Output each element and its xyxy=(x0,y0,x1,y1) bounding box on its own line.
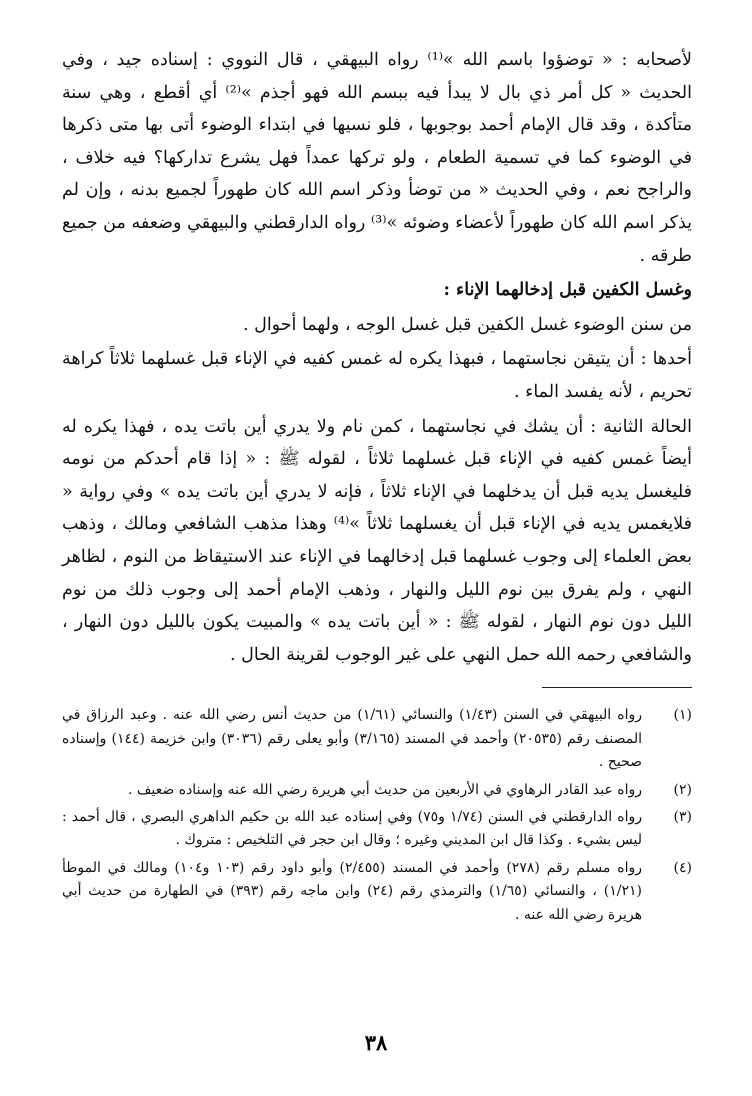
footnote-text: رواه مسلم رقم (٢٧٨) وأحمد في المسند (٢/٤٥٥) وأبو داود رقم (١٠٣ و١٠٤) ومالك في الموطأ (١/٢١) ، والنسائي (١/٦٥) والترمذي رقم (٢٤) وابن ماجه رقم (٣٩٣) في الطهارة من حديث أبي هريرة رضي الله عنه . xyxy=(62,859,643,923)
footnote-number: (٤) xyxy=(673,859,692,876)
footnote-text: رواه الدارقطني في السنن (١/٧٤ و٧٥) وفي إسناده عبد الله بن حكيم الداهري البصري ، قال أحمد : ليس بشيء . وكذا قال ابن المديني وغيره ؛ وقال ابن حجر في التلخيص : متروك . xyxy=(62,808,642,849)
footnote xyxy=(62,704,692,774)
footnote xyxy=(62,806,692,853)
footnote-text: رواه عبد القادر الرهاوي في الأربعين من حديث أبي هريرة رضي الله عنه وإسناده ضعيف . xyxy=(128,781,642,798)
paragraph-intro: من سنن الوضوء غسل الكفين قبل غسل الوجه ، ولهما أحوال . xyxy=(242,314,692,335)
paragraph-case-one: أحدها : أن يتيقن نجاستهما ، فبهذا يكره له غمس كفيه في الإناء قبل غسلهما ثلاثاً كراهة تحريم ، لأنه يفسد الماء . xyxy=(62,349,692,402)
footnote xyxy=(62,857,692,927)
footnote-text: رواه البيهقي في السنن (١/٤٣) والنسائي (١/٦١) من حديث أنس رضي الله عنه . وعبد الرزاق في المصنف رقم (٢٠٥٣٥) وأحمد في المسند (٣/١٦٥) وأبو يعلى رقم (٣٠٣٦) وابن خزيمة (١٤٤) وإسناده صحيح . xyxy=(62,707,642,771)
footnotes xyxy=(62,704,692,927)
paragraph-case-two: الحالة الثانية : أن يشك في نجاستهما ، كمن نام ولا يدري أين باتت يده ، فهذا يكره له أيضاً غمس كفيه في الإناء قبل غسلهما ثلاثاً ، لقوله ﷺ : « إذا قام أحدكم من نومه فليغسل يديه قبل أن يدخلهما في الإناء ثلاثاً ، فإنه لا يدري أين باتت يده » وفي رواية « فلايغمس يديه في الإناء قبل أن يغسلهما ثلاثاً »⁽⁴⁾ وهذا مذهب الشافعي ومالك ، وذهب بعض العلماء إلى وجوب غسلهما قبل إدخالهما في الإناء عند الاستيقاظ من النوم ، لظاهر النهي ، ولم يفرق بين نوم الليل والنهار ، وذهب الإمام أحمد إلى وجوب ذلك من نوم الليل دون نوم النهار ، لقوله ﷺ : « أين باتت يده » والمبيت يكون بالليل دون النهار ، والشافعي رحمه الله حمل النهي على غير الوجوب لقرينة الحال . xyxy=(62,416,692,665)
footnote-number: (١) xyxy=(673,707,692,724)
main-text xyxy=(62,44,692,671)
footnote-divider xyxy=(542,687,692,688)
footnote-number: (٢) xyxy=(673,781,692,798)
page-number: ٣٨ xyxy=(364,1030,388,1055)
footnote xyxy=(62,779,692,802)
page-content xyxy=(62,44,692,931)
section-heading: وغسل الكفين قبل إدخالهما الإناء : xyxy=(443,280,692,301)
footnote-number: (٣) xyxy=(673,808,692,825)
paragraph-basmala: لأصحابه : « توضؤوا باسم الله »⁽¹⁾ رواه البيهقي ، قال النووي : إسناده جيد ، وفي الحديث « كل أمر ذي بال لا يبدأ فيه ببسم الله فهو أجذم »⁽²⁾ أي أقطع ، وهي سنة متأكدة ، وقد قال الإمام أحمد بوجوبها ، فلو نسيها في ابتداء الوضوء أتى بها متى ذكرها في الوضوء كما في تسمية الطعام ، ولو تركها عمداً فهل يشرع تداركها؟ فيه خلاف ، والراجح نعم ، وفي الحديث « من توضأ وذكر اسم الله كان طهوراً لجميع بدنه ، وإن لم يذكر اسم الله كان طهوراً لأعضاء وضوئه »⁽³⁾ رواه الدارقطني والبيهقي وضعفه من جميع طرقه . xyxy=(62,50,692,266)
